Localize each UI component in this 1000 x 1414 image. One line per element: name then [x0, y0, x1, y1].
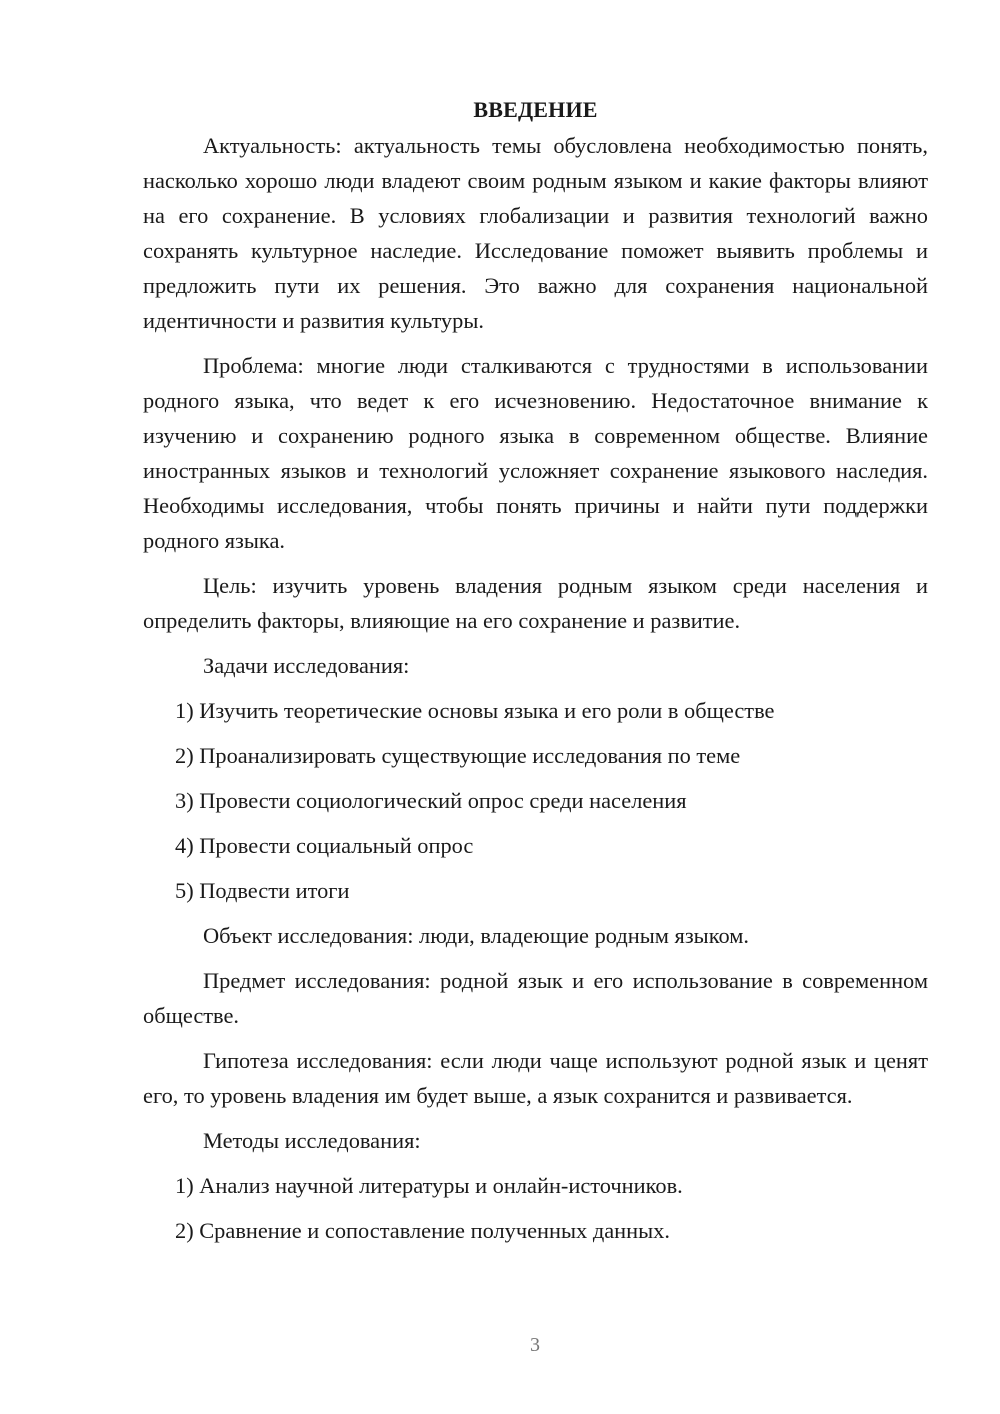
method-item: 2) Сравнение и сопоставление полученных данных.	[175, 1218, 670, 1243]
tasks-heading: Задачи исследования:	[203, 653, 410, 678]
task-item: 3) Провести социологический опрос среди населения	[175, 788, 687, 813]
task-item: 4) Провести социальный опрос	[175, 833, 474, 858]
page-number: 3	[530, 1334, 540, 1356]
tasks-list	[143, 693, 928, 908]
subject-paragraph: Предмет исследования: родной язык и его использование в современном обществе.	[143, 968, 928, 1028]
object-paragraph: Объект исследования: люди, владеющие родным языком.	[203, 923, 749, 948]
method-item: 1) Анализ научной литературы и онлайн-источников.	[175, 1173, 683, 1198]
section-title: ВВЕДЕНИЕ	[473, 97, 598, 122]
task-item: 5) Подвести итоги	[175, 878, 350, 903]
problem-paragraph: Проблема: многие люди сталкиваются с трудностями в использовании родного языка, что ведет к его исчезновению. Недостаточное внимание к изучению и сохранению родного языка в современном обществе. Влияние иностранных языков и технологий усложняет сохранение языкового наследия. Необходимы исследования, чтобы понять причины и найти пути поддержки родного языка.	[143, 353, 928, 553]
methods-list	[143, 1168, 928, 1248]
task-item: 1) Изучить теоретические основы языка и его роли в обществе	[175, 698, 775, 723]
methods-heading: Методы исследования:	[203, 1128, 421, 1153]
task-item: 2) Проанализировать существующие исследования по теме	[175, 743, 741, 768]
document-page	[143, 92, 928, 1258]
goal-paragraph: Цель: изучить уровень владения родным языком среди населения и определить факторы, влияющие на его сохранение и развитие.	[143, 573, 928, 633]
relevance-paragraph: Актуальность: актуальность темы обусловлена необходимостью понять, насколько хорошо люди владеют своим родным языком и какие факторы влияют на его сохранение. В условиях глобализации и развития технологий важно сохранять культурное наследие. Исследование поможет выявить проблемы и предложить пути их решения. Это важно для сохранения национальной идентичности и развития культуры.	[143, 133, 928, 333]
hypothesis-paragraph: Гипотеза исследования: если люди чаще используют родной язык и ценят его, то уровень владения им будет выше, а язык сохранится и развивается.	[143, 1048, 928, 1108]
